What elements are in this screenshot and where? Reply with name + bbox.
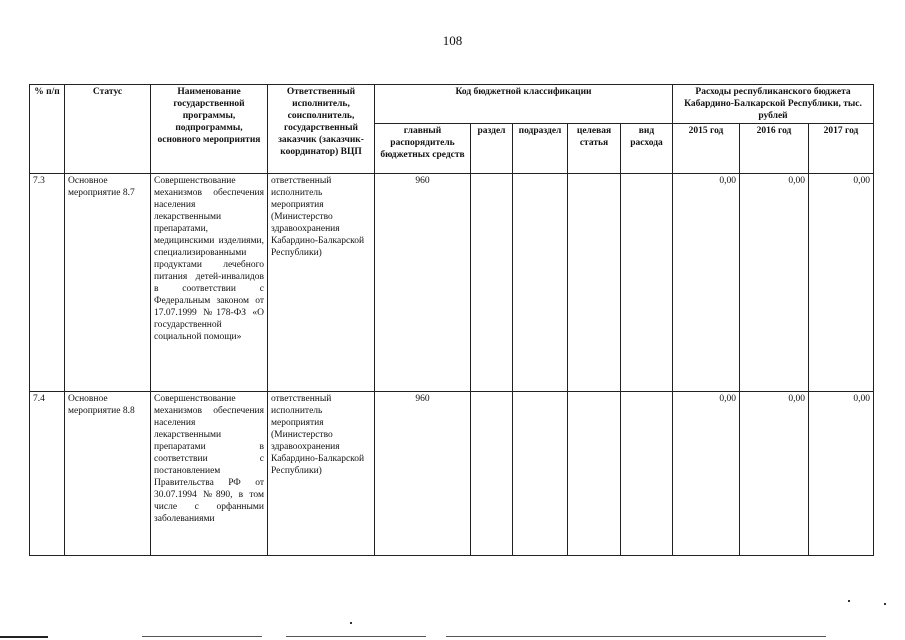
table-row [30, 174, 874, 392]
scan-speck [848, 600, 850, 602]
header-subsection: подраздел [513, 124, 568, 174]
row-executor: ответственный исполнитель мероприятия (Министерство здравоохранения Кабардино-Балкарской Республики) [268, 392, 375, 556]
scan-speck [884, 603, 886, 605]
row-value-2016: 0,00 [740, 392, 809, 556]
footer-rule [446, 636, 826, 637]
footer-rule [142, 636, 262, 637]
row-expense-type [621, 174, 673, 392]
header-budget-code: Код бюджетной классификации [375, 85, 673, 124]
header-target-article: целевая статья [568, 124, 621, 174]
row-grbs: 960 [375, 392, 471, 556]
row-grbs: 960 [375, 174, 471, 392]
row-num: 7.3 [30, 174, 65, 392]
table-row [30, 392, 874, 556]
row-section [471, 174, 513, 392]
row-value-2017: 0,00 [809, 174, 874, 392]
page-number: 108 [442, 33, 463, 48]
header-year-2015: 2015 год [673, 124, 740, 174]
header-year-2017: 2017 год [809, 124, 874, 174]
scan-speck [350, 622, 352, 624]
header-expenses: Расходы республиканского бюджета Кабардино-Балкарской Республики, тыс. рублей [673, 85, 874, 124]
row-name: Совершенствование механизмов обеспечения населения лекарственными препаратами в соответствии с постановлением Правительства РФ от 30.07.1994 №890, в том числе с орфанными заболеваниями [151, 392, 268, 556]
header-expense-type: вид расхода [621, 124, 673, 174]
row-value-2015: 0,00 [673, 392, 740, 556]
row-status: Основное мероприятие 8.8 [65, 392, 151, 556]
row-target-article [568, 392, 621, 556]
row-value-2016: 0,00 [740, 174, 809, 392]
row-name: Совершенствование механизмов обеспечения населения лекарственными препаратами, медицинскими изделиями, специализированными продуктами лечебного питания детей-инвалидов в соответствии с Федеральным законом от 17.07.1999 №178-ФЗ «О государственной социальной помощи» [151, 174, 268, 392]
header-year-2016: 2016 год [740, 124, 809, 174]
header-executor: Ответственный исполнитель, соисполнитель, государственный заказчик (заказчик-координатор) ВЦП [268, 85, 375, 174]
header-status: Статус [65, 85, 151, 174]
row-target-article [568, 174, 621, 392]
row-status: Основное мероприятие 8.7 [65, 174, 151, 392]
budget-table [29, 84, 874, 556]
row-expense-type [621, 392, 673, 556]
row-section [471, 392, 513, 556]
footer-rule [286, 636, 426, 637]
header-name: Наименование государственной программы, подпрограммы, основного мероприятия [151, 85, 268, 174]
header-section: раздел [471, 124, 513, 174]
row-num: 7.4 [30, 392, 65, 556]
row-executor: ответственный исполнитель мероприятия (Министерство здравоохранения Кабардино-Балкарской Республики) [268, 174, 375, 392]
row-value-2017: 0,00 [809, 392, 874, 556]
footer-rule [0, 636, 48, 638]
row-subsection [513, 392, 568, 556]
row-subsection [513, 174, 568, 392]
header-grbs: главный распорядитель бюджетных средств [375, 124, 471, 174]
header-num: % п/п [30, 85, 65, 174]
row-value-2015: 0,00 [673, 174, 740, 392]
